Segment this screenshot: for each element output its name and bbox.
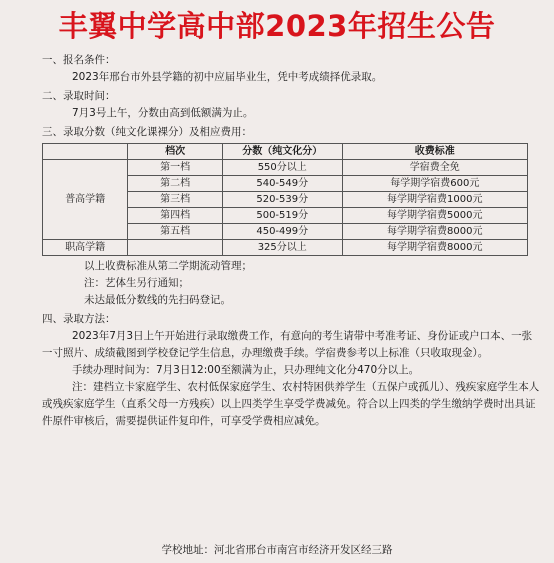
note-fee-management: 以上收费标准从第二学期流动管理； bbox=[84, 260, 252, 272]
grade-header: 档次 bbox=[128, 144, 223, 160]
fee-cell: 每学期学宿费8000元 bbox=[342, 224, 527, 240]
score-cell: 500-519分 bbox=[222, 208, 342, 224]
fee-header: 收费标准 bbox=[342, 144, 527, 160]
section4-heading: 四、录取方法： bbox=[42, 313, 116, 325]
grade-cell: 第二档 bbox=[128, 176, 223, 192]
section4-para2: 手续办理时间为：7月3日12:00至额满为止，只办理纯文化分470分以上。 bbox=[72, 364, 420, 376]
note-art-sports: 注：艺体生另行通知； bbox=[84, 277, 189, 289]
score-cell: 520-539分 bbox=[222, 192, 342, 208]
score-cell: 550分以上 bbox=[222, 160, 342, 176]
grade-cell: 第一档 bbox=[128, 160, 223, 176]
section3-heading: 三、录取分数（纯文化课裸分）及相应费用： bbox=[42, 126, 252, 138]
grade-cell-empty bbox=[128, 240, 223, 256]
category-general: 普高学籍 bbox=[43, 160, 128, 240]
section4-para1: 2023年7月3日上午开始进行录取缴费工作，有意向的考生请带中考准考证、身份证或户口本、一张一寸照片、成绩截图到学校登记学生信息，办理缴费手续。学宿费参考以上标准（只收取现金）。 bbox=[42, 330, 533, 359]
grade-cell: 第五档 bbox=[128, 224, 223, 240]
note-register: 未达最低分数线的先扫码登记。 bbox=[84, 294, 231, 306]
score-cell: 450-499分 bbox=[222, 224, 342, 240]
score-cell: 540-549分 bbox=[222, 176, 342, 192]
fee-cell: 每学期学宿费5000元 bbox=[342, 208, 527, 224]
school-address: 学校地址：河北省邢台市南宫市经济开发区经三路 bbox=[161, 544, 393, 556]
fee-cell: 每学期学宿费8000元 bbox=[342, 240, 527, 256]
section4-para3: 注：建档立卡家庭学生、农村低保家庭学生、农村特困供养学生（五保户或孤儿）、残疾家庭学生本人或残疾家庭学生（直系父母一方残疾）以上四类学生享受学费减免。符合以上四类的学生缴纳学费时出具证件原件审核后，需要提供证件复印件，可享受学费相应减免。 bbox=[42, 381, 540, 427]
table-row bbox=[43, 160, 528, 176]
score-header: 分数（纯文化分） bbox=[222, 144, 342, 160]
section2-heading: 二、录取时间： bbox=[42, 90, 116, 102]
fee-table bbox=[42, 143, 528, 256]
score-cell: 325分以上 bbox=[222, 240, 342, 256]
grade-cell: 第三档 bbox=[128, 192, 223, 208]
table-row-vocational bbox=[43, 240, 528, 256]
notice-content bbox=[14, 52, 540, 430]
category-header-cell bbox=[43, 144, 128, 160]
category-vocational: 职高学籍 bbox=[43, 240, 128, 256]
notice-title: 丰翼中学高中部2023年招生公告 bbox=[58, 9, 496, 43]
section1-text: 2023年邢台市外县学籍的初中应届毕业生，凭中考成绩择优录取。 bbox=[72, 71, 383, 83]
fee-cell: 每学期学宿费600元 bbox=[342, 176, 527, 192]
section1-heading: 一、报名条件： bbox=[42, 54, 116, 66]
grade-cell: 第四档 bbox=[128, 208, 223, 224]
section2-text: 7月3号上午，分数由高到低额满为止。 bbox=[72, 107, 254, 119]
fee-cell: 学宿费全免 bbox=[342, 160, 527, 176]
fee-cell: 每学期学宿费1000元 bbox=[342, 192, 527, 208]
fee-table-header bbox=[43, 144, 528, 160]
